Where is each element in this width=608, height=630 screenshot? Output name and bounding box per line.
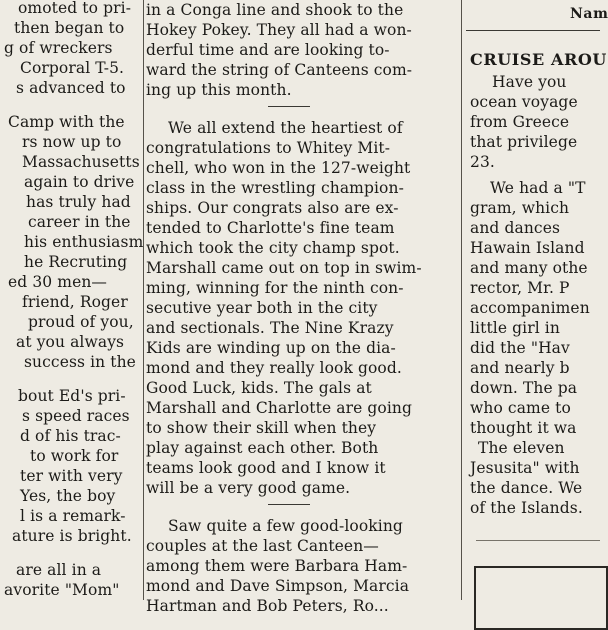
text-line: Marshall came out on top in swim- — [146, 259, 422, 277]
text-line: among them were Barbara Ham- — [146, 557, 408, 575]
text-line: down. The pa — [470, 379, 578, 397]
text-line: again to drive — [24, 173, 135, 191]
text-line: couples at the last Canteen— — [146, 537, 379, 555]
text-line: thought it wa — [470, 419, 577, 437]
text-line: ter with very — [20, 467, 123, 485]
text-line: and many othe — [470, 259, 588, 277]
text-line: secutive year both in the city — [146, 299, 378, 317]
text-line: teams look good and I know it — [146, 459, 386, 477]
text-line: friend, Roger — [22, 293, 128, 311]
section-heading: CRUISE AROU — [470, 50, 607, 69]
text-line: and sectionals. The Nine Krazy — [146, 319, 394, 337]
left-column — [0, 0, 144, 600]
text-line: his enthusiasm — [24, 233, 144, 251]
text-line: to work for — [30, 447, 119, 465]
text-line: tended to Charlotte's fine team — [146, 219, 395, 237]
text-line: gram, which — [470, 199, 570, 217]
advertisement-box — [474, 566, 608, 630]
text-line: accompanimen — [470, 299, 590, 317]
text-line: g of wreckers — [4, 39, 113, 57]
text-line: Yes, the boy — [20, 487, 116, 505]
text-line: did the "Hav — [470, 339, 570, 357]
text-line: to show their skill when they — [146, 419, 377, 437]
text-line: 23. — [470, 153, 495, 171]
text-line: which took the city champ spot. — [146, 239, 400, 257]
middle-column — [146, 0, 458, 615]
text-line: has truly had — [26, 193, 131, 211]
right-column — [466, 0, 608, 600]
text-line: rs now up to — [22, 133, 122, 151]
text-line: ward the string of Canteens com- — [146, 61, 413, 79]
section-divider — [268, 504, 310, 505]
text-line: derful time and are looking to- — [146, 41, 390, 59]
text-line: Massachusetts — [22, 153, 140, 171]
section-divider — [476, 540, 600, 541]
text-line: and dances — [470, 219, 561, 237]
text-line: Marshall and Charlotte are going — [146, 399, 413, 417]
text-line: d of his trac- — [20, 427, 121, 445]
column-divider-right — [461, 0, 462, 600]
text-line: Jesusita" with — [470, 459, 580, 477]
text-line: and nearly b — [470, 359, 570, 377]
text-line: Have you — [492, 73, 567, 91]
text-line: play against each other. Both — [146, 439, 379, 457]
column-divider-left — [143, 0, 144, 600]
text-line: chell, who won in the 127-weight — [146, 159, 411, 177]
text-line: are all in a — [16, 561, 102, 579]
text-line: success in the — [24, 353, 136, 371]
text-line: The eleven — [478, 439, 565, 457]
text-line: Good Luck, kids. The gals at — [146, 379, 372, 397]
masthead-rule — [466, 30, 600, 31]
text-line: ed 30 men— — [8, 273, 108, 291]
text-line: who came to — [470, 399, 571, 417]
text-line: omoted to pri- — [18, 0, 132, 17]
text-line: Kids are winding up on the dia- — [146, 339, 396, 357]
text-line: little girl in — [470, 319, 560, 337]
text-line: Corporal T-5. — [20, 59, 125, 77]
text-line: mond and they really look good. — [146, 359, 402, 377]
text-line: the dance. We — [470, 479, 583, 497]
text-line: s speed races — [22, 407, 130, 425]
text-line: Camp with the — [8, 113, 125, 131]
text-line: ing up this month. — [146, 81, 292, 99]
text-line: proud of you, — [28, 313, 134, 331]
text-line: ature is bright. — [12, 527, 132, 545]
text-line: Saw quite a few good-looking — [168, 517, 403, 535]
text-line: Hartman and Bob Peters, Ro... — [146, 597, 389, 615]
text-line: We had a "T — [490, 179, 586, 197]
text-line: that privilege — [470, 133, 578, 151]
text-line: from Greece — [470, 113, 570, 131]
section-divider — [268, 106, 310, 107]
text-line: in a Conga line and shook to the — [146, 1, 404, 19]
text-line: at you always — [16, 333, 125, 351]
text-line: l is a remark- — [20, 507, 126, 525]
text-line: We all extend the heartiest of — [168, 119, 403, 137]
text-line: ming, winning for the ninth con- — [146, 279, 404, 297]
text-line: Hokey Pokey. They all had a won- — [146, 21, 412, 39]
text-line: congratulations to Whitey Mit- — [146, 139, 391, 157]
text-line: s advanced to — [16, 79, 126, 97]
text-line: he Recruting — [24, 253, 128, 271]
text-line: Hawain Island — [470, 239, 585, 257]
masthead-fragment: Nam — [570, 6, 608, 22]
text-line: class in the wrestling champion- — [146, 179, 404, 197]
text-line: will be a very good game. — [146, 479, 351, 497]
text-line: ocean voyage — [470, 93, 578, 111]
text-line: of the Islands. — [470, 499, 583, 517]
text-line: bout Ed's pri- — [18, 387, 126, 405]
text-line: rector, Mr. P — [470, 279, 570, 297]
text-line: then began to — [14, 19, 125, 37]
text-line: avorite "Mom" — [4, 581, 120, 599]
text-line: career in the — [28, 213, 131, 231]
text-line: ships. Our congrats also are ex- — [146, 199, 399, 217]
text-line: mond and Dave Simpson, Marcia — [146, 577, 410, 595]
